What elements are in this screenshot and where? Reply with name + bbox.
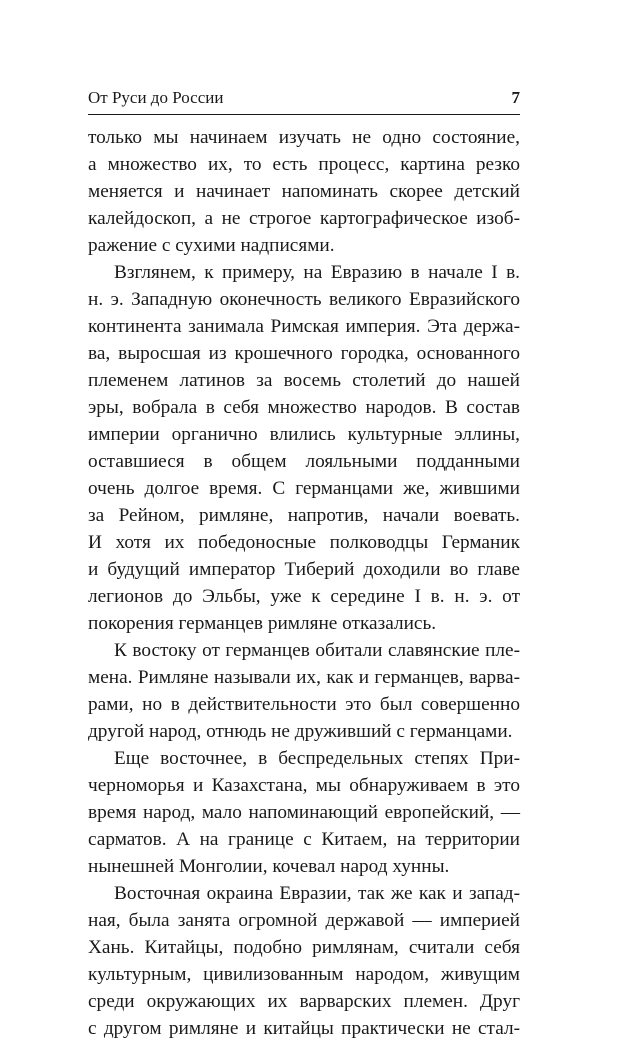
text-line: Взглянем, к примеру, на Евразию в начале I в. [114, 262, 520, 283]
text-line: ва, выросшая из крошечного городка, основанного [88, 343, 520, 364]
text-line: и будущий император Тиберий доходили во главе [88, 559, 520, 580]
text-line: ная, была занята огромной державой — империей [88, 910, 520, 931]
paragraph [88, 880, 520, 1042]
text-line: мена. Римляне называли их, как и германцев, варва- [88, 667, 520, 688]
text-line: сарматов. А на границе с Китаем, на территории [88, 829, 520, 850]
text-line: империи органично влились культурные эллины, [88, 424, 520, 445]
text-line: рами, но в действительности это был совершенно [88, 694, 520, 715]
text-line: культурным, цивилизованным народом, живущим [88, 964, 520, 985]
paragraph [88, 124, 520, 259]
text-line: время народ, мало напоминающий европейский, — [88, 802, 520, 823]
text-line: н. э. Западную оконечность великого Евразийского [88, 289, 520, 310]
paragraph [88, 637, 520, 745]
running-head [88, 86, 520, 108]
text-line: только мы начинаем изучать не одно состояние, [88, 127, 520, 148]
paragraph [88, 745, 520, 880]
paragraph [88, 259, 520, 637]
page-number: 7 [511, 88, 520, 107]
text-line: Восточная окраина Евразии, так же как и запад- [114, 883, 520, 904]
text-line: а множество их, то есть процесс, картина резко [88, 154, 520, 175]
text-line: континента занимала Римская империя. Эта держа- [88, 316, 520, 337]
text-line: покорения германцев римляне отказались. [88, 613, 437, 634]
body-text [88, 124, 520, 1042]
text-line: легионов до Эльбы, уже к середине I в. н. э. от [88, 586, 520, 607]
running-title: От Руси до России [88, 88, 224, 107]
text-line: очень долгое время. С германцами же, жившими [88, 478, 520, 499]
header-rule [88, 114, 520, 115]
text-line: Еще восточнее, в беспредельных степях При- [114, 748, 520, 769]
book-page [88, 0, 520, 1039]
text-line: племенем латинов за восемь столетий до нашей [88, 370, 520, 391]
text-line: эры, вобрала в себя множество народов. В состав [88, 397, 520, 418]
text-line: за Рейном, римляне, напротив, начали воевать. [88, 505, 520, 526]
text-line: ражение с сухими надписями. [88, 235, 335, 256]
text-line: И хотя их победоносные полководцы Германик [88, 532, 520, 553]
text-line: с другом римляне и китайцы практически не стал- [88, 1018, 520, 1039]
text-line: Хань. Китайцы, подобно римлянам, считали себя [88, 937, 520, 958]
text-line: нынешней Монголии, кочевал народ хунны. [88, 856, 450, 877]
text-line: другой народ, отнюдь не друживший с германцами. [88, 721, 513, 742]
text-line: К востоку от германцев обитали славянские пле- [114, 640, 520, 661]
text-line: меняется и начинает напоминать скорее детский [88, 181, 520, 202]
text-line: черноморья и Казахстана, мы обнаруживаем в это [88, 775, 520, 796]
text-line: среди окружающих их варварских племен. Друг [88, 991, 520, 1012]
text-line: калейдоскоп, а не строгое картографическое изоб- [88, 208, 520, 229]
text-line: оставшиеся в общем лояльными подданными [88, 451, 520, 472]
